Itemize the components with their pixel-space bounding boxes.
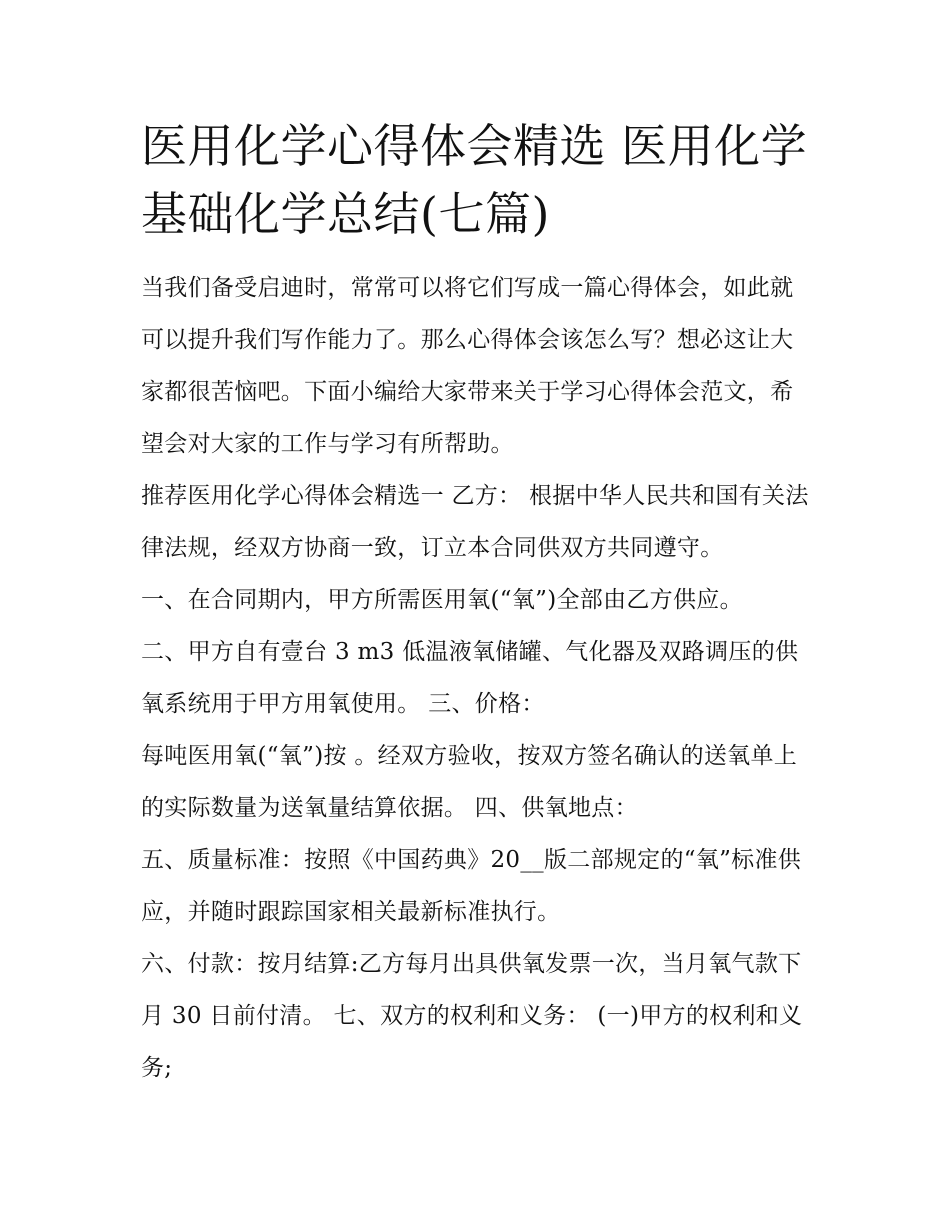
document-title: 医用化学心得体会精选 医用化学基础化学总结(七篇) [141,119,808,241]
paragraph-clause-5: 五、质量标准：按照《中国药典》20__版二部规定的“氧”标准供应，并随时跟踪国家相关最新标准执行。 [141,847,802,925]
paragraph-clause-2: 二、甲方自有壹台 3 m3 低温液氧储罐、气化器及双路调压的供氧系统用于甲方用氧使用。 三、价格： [141,639,799,717]
paragraph-clause-6: 六、付款：按月结算:乙方每月出具供氧发票一次，当月氧气款下月 30 日前付清。 七、双方的权利和义务： (一)甲方的权利和义务; [141,951,803,1081]
paragraph-recommendation: 推荐医用化学心得体会精选一 乙方： 根据中华人民共和国有关法律法规，经双方协商一致，订立本合同供双方共同遵守。 [141,483,809,561]
paragraph-clause-1: 一、在合同期内，甲方所需医用氧(“氧”)全部由乙方供应。 [141,587,743,613]
paragraph-price: 每吨医用氧(“氧”)按 。经双方验收，按双方签名确认的送氧单上的实际数量为送氧量结算依据。 四、供氧地点： [141,743,798,821]
paragraph-intro: 当我们备受启迪时，常常可以将它们写成一篇心得体会，如此就可以提升我们写作能力了。那么心得体会该怎么写？想必这让大家都很苦恼吧。下面小编给大家带来关于学习心得体会范文，希望会对大家的工作与学习有所帮助。 [141,275,794,457]
document-body [141,112,811,1094]
